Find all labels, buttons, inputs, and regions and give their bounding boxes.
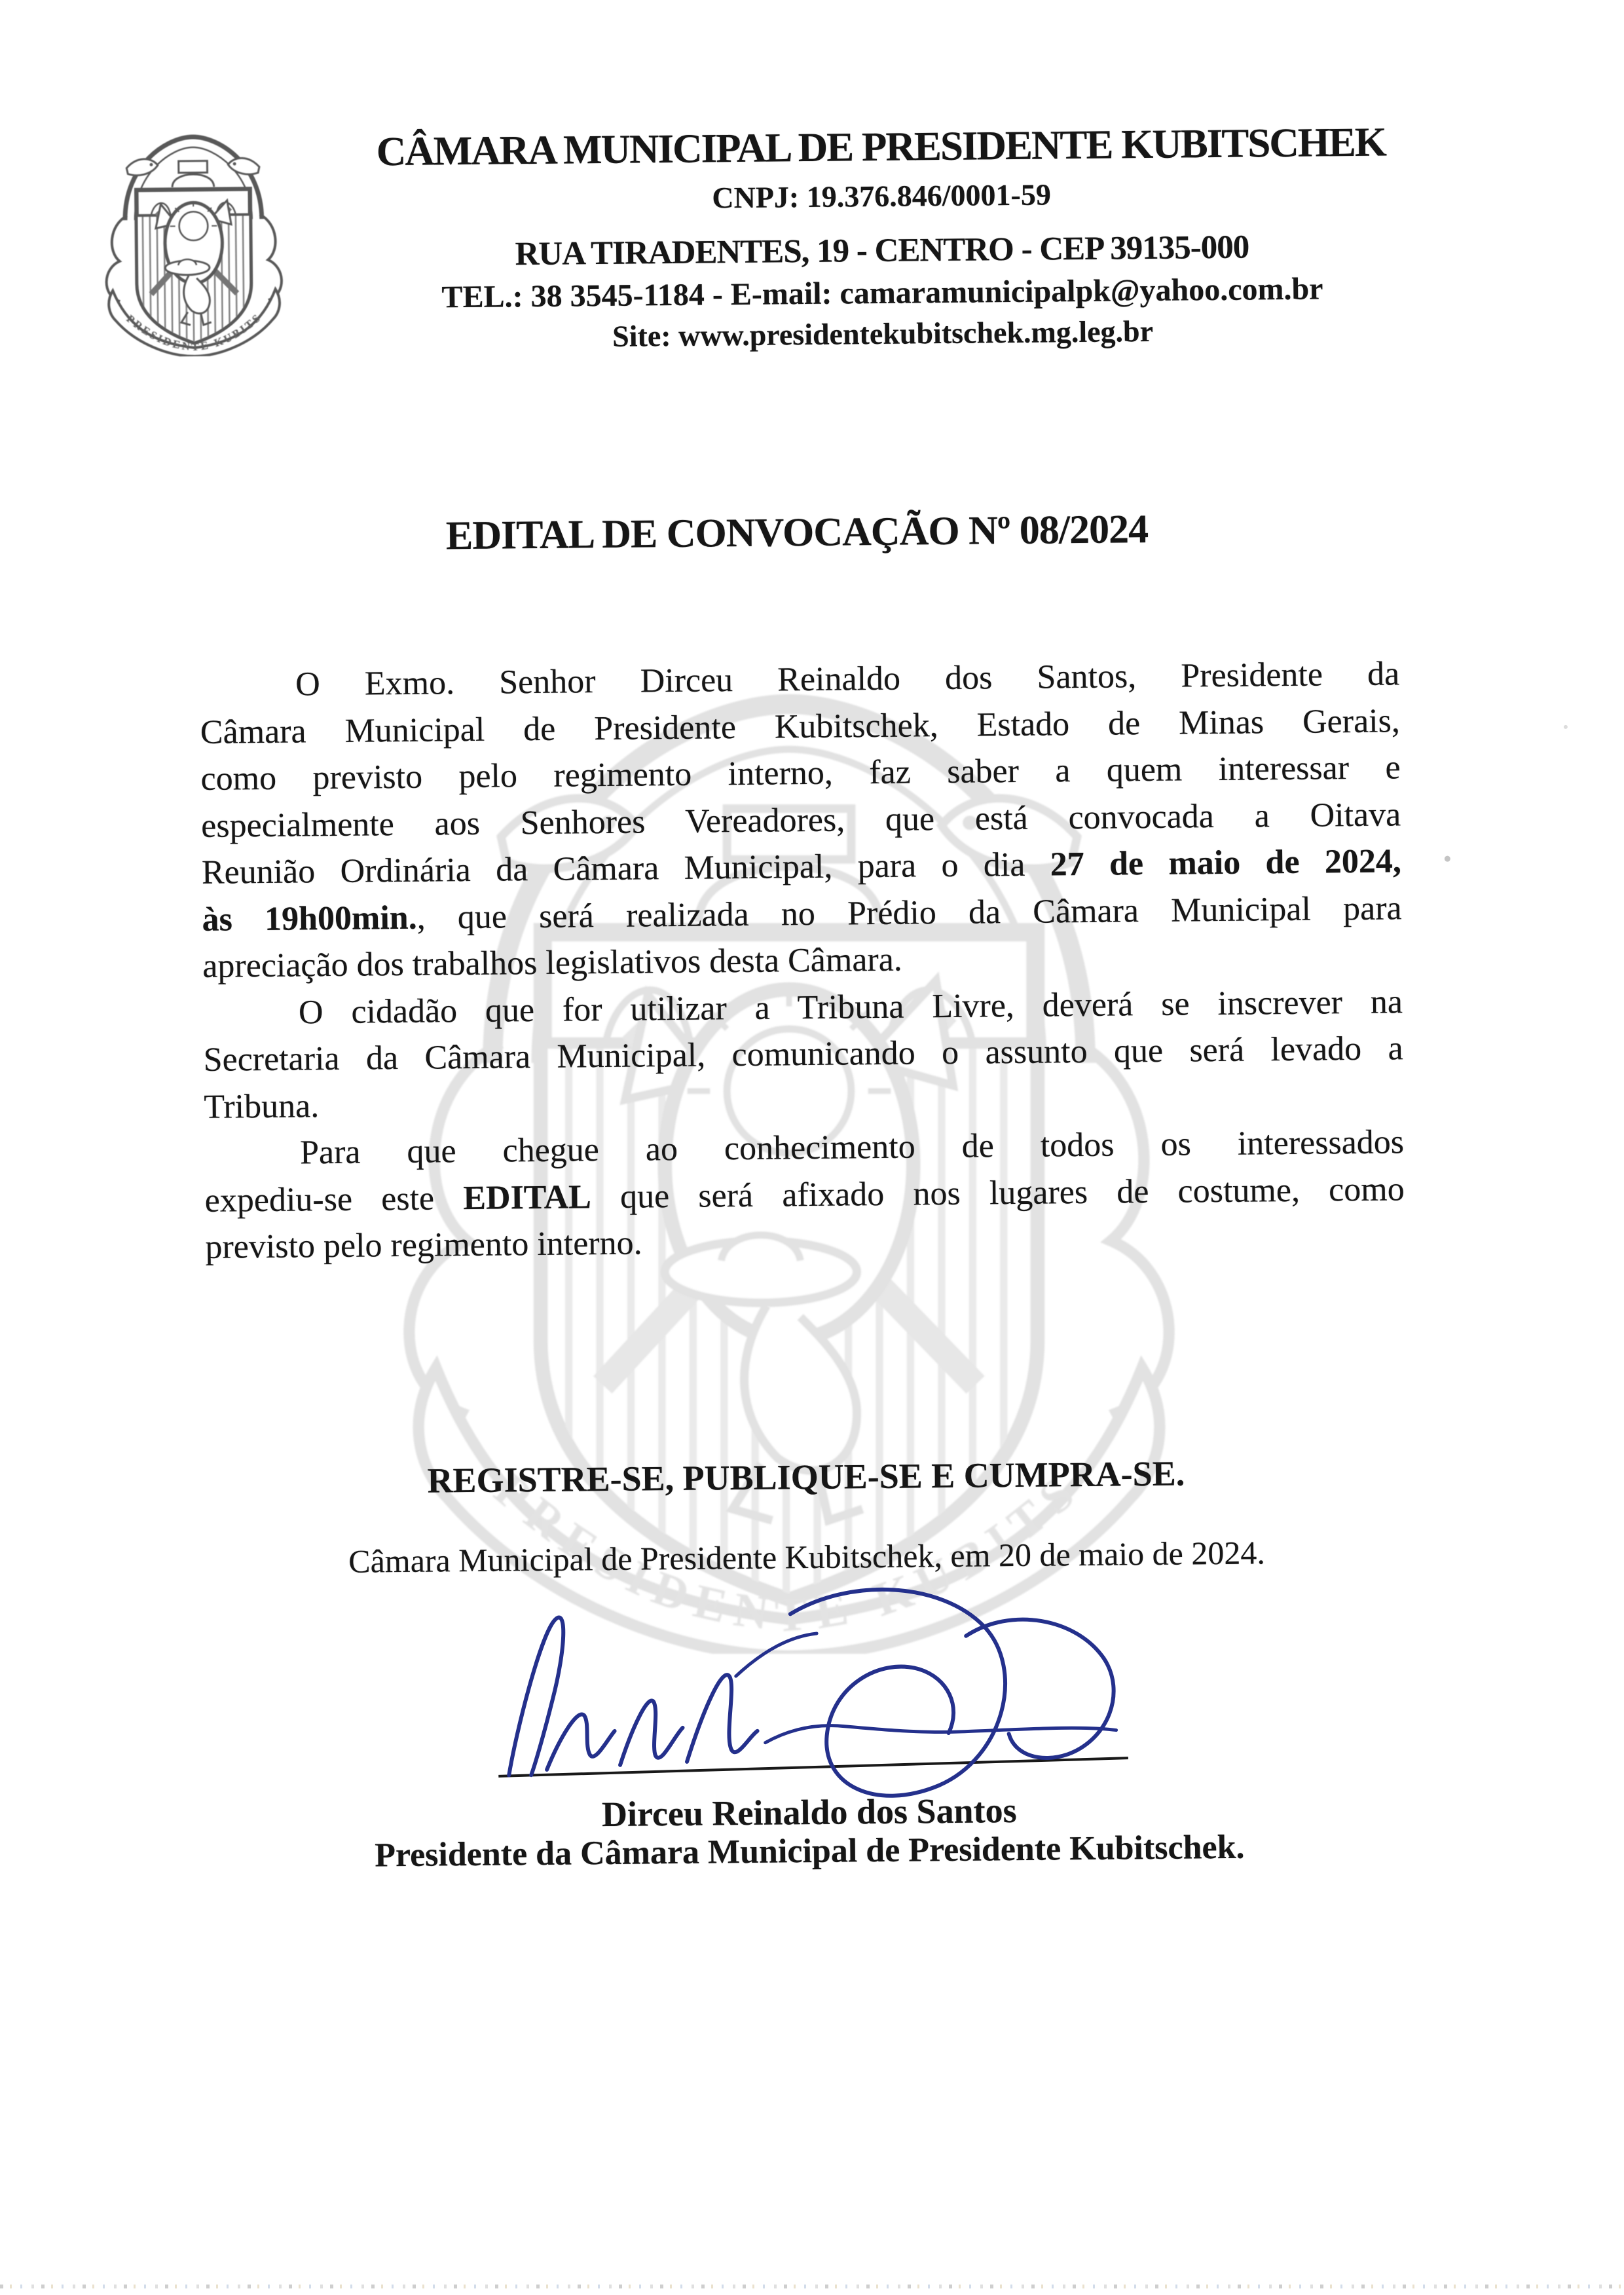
scan-speck (1564, 725, 1568, 729)
letterhead (0, 0, 1613, 353)
body-paragraph (204, 1119, 1405, 1271)
text-segment: Reunião Ordinária da Câmara Municipal, para o dia (201, 846, 1051, 891)
address-line: RUA TIRADENTES, 19 - CENTRO - CEP 39135-000 (515, 229, 1249, 273)
document-title: EDITAL DE CONVOCAÇÃO Nº 08/2024 (445, 507, 1149, 559)
website-line: Site: www.presidentekubitschek.mg.leg.br (612, 314, 1154, 353)
signature-ink-strokes (507, 1587, 1117, 1799)
text-segment: Câmara Municipal de Presidente Kubitschek, Estado de Minas Gerais, (200, 701, 1401, 751)
signature-ink-path (507, 1616, 758, 1776)
signatory-role: Presidente da Câmara Municipal de Presidente Kubitschek. (374, 1828, 1245, 1875)
phone-email-line: TEL.: 38 3545-1184 - E-mail: camaramunicipalpk@yahoo.com.br (441, 271, 1323, 315)
text-segment: que será afixado nos lugares de costume, como (591, 1170, 1405, 1216)
text-segment: O Exmo. Senhor Dirceu Reinaldo dos Santos, Presidente da (295, 655, 1400, 703)
coat-of-arms-logo (88, 124, 299, 357)
place-date-line: Câmara Municipal de Presidente Kubitschek, em 20 de maio de 2024. (348, 1534, 1266, 1580)
text-segment: às 19h00min. (202, 899, 417, 939)
text-segment: expediu-se este (204, 1179, 464, 1220)
scan-noise-strip (0, 2285, 1624, 2288)
text-segment: , que será realizada no Prédio da Câmara Municipal para (416, 889, 1402, 937)
text-segment: Secretaria da Câmara Municipal, comunicando o assunto que será levado a (203, 1030, 1403, 1079)
letterhead-text (304, 119, 1459, 356)
body-paragraph (203, 979, 1404, 1130)
text-segment: como previsto pelo regimento interno, faz saber a quem interessar e (200, 749, 1401, 798)
org-name: CÂMARA MUNICIPAL DE PRESIDENTE KUBITSCHEK (376, 119, 1386, 175)
body-paragraph (200, 650, 1403, 990)
text-segment: Para que chegue ao conhecimento de todos os interessados (299, 1123, 1405, 1172)
cnpj-line: CNPJ: 19.376.846/0001-59 (712, 177, 1052, 215)
text-segment: especialmente aos Senhores Vereadores, que está convocada a Oitava (200, 795, 1401, 845)
text-segment: O cidadão que for utilizar a Tribuna Livre, deverá se inscrever na (298, 982, 1403, 1032)
signatory-name: Dirceu Reinaldo dos Santos (601, 1791, 1017, 1835)
closing-order-line: REGISTRE-SE, PUBLIQUE-SE E CUMPRA-SE. (427, 1453, 1185, 1501)
text-segment: apreciação dos trabalhos legislativos desta Câmara. (202, 941, 903, 985)
text-segment: EDITAL (463, 1178, 592, 1217)
text-segment: previsto pelo regimento interno. (205, 1224, 642, 1266)
text-segment: 27 de maio de 2024, (1050, 842, 1402, 884)
text-segment: Tribuna. (204, 1087, 320, 1126)
scan-speck (1445, 856, 1450, 862)
document-body (200, 650, 1405, 1271)
